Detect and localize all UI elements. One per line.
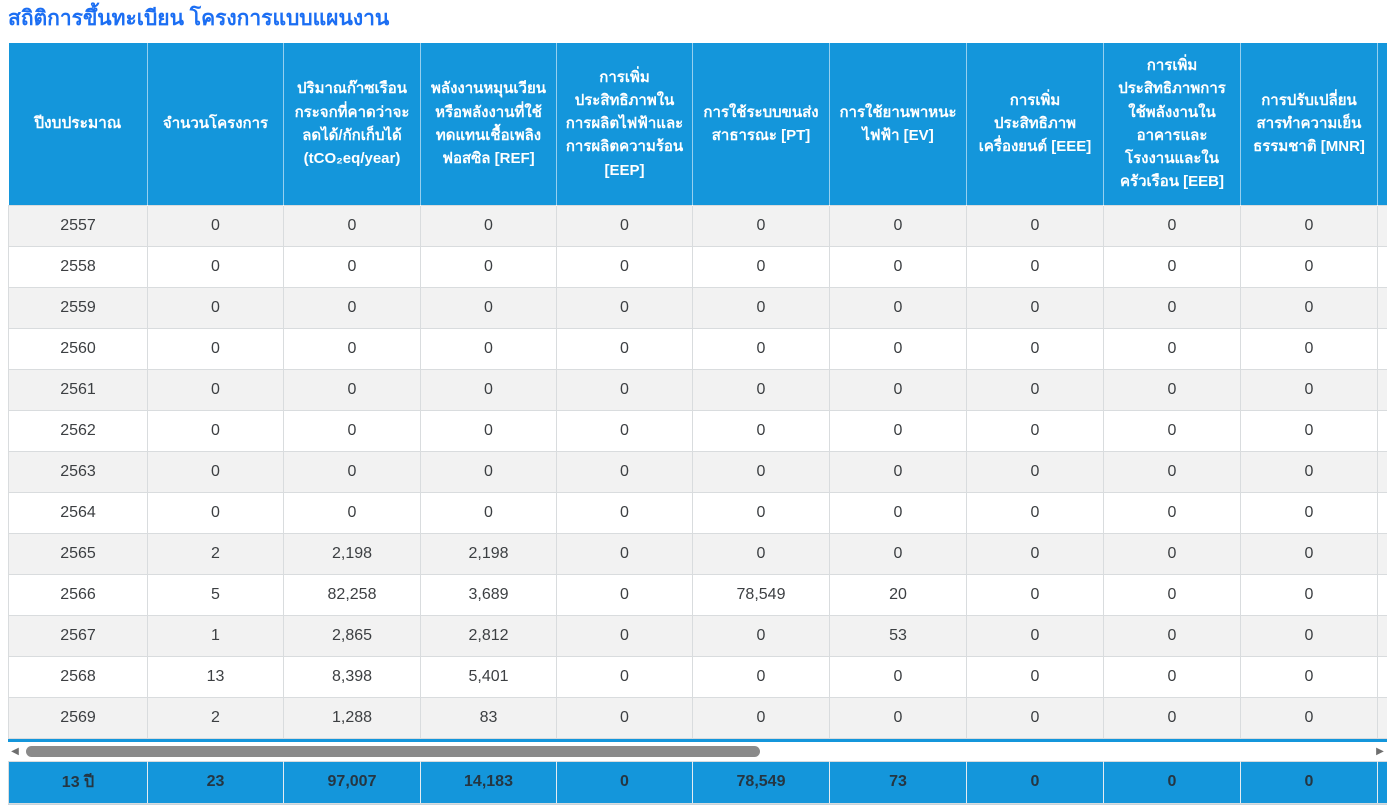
value-cell: 0 (421, 287, 557, 328)
value-cell: 0 (1241, 533, 1378, 574)
value-cell (1378, 574, 1387, 615)
year-cell: 2558 (9, 246, 148, 287)
value-cell: 0 (1241, 615, 1378, 656)
stats-table (8, 43, 1387, 739)
value-cell: 0 (1241, 451, 1378, 492)
column-header-5: การเพิ่มประสิทธิภาพในการผลิตไฟฟ้าและการผลิตความร้อน [EEP] (557, 43, 693, 205)
value-cell: 0 (830, 287, 967, 328)
footer-total-cell: 0 (1104, 761, 1241, 803)
value-cell: 0 (1241, 246, 1378, 287)
value-cell: 0 (693, 205, 830, 246)
value-cell: 0 (557, 328, 693, 369)
value-cell (1378, 615, 1387, 656)
scrollbar-track[interactable] (22, 742, 1373, 761)
value-cell (1378, 656, 1387, 697)
value-cell: 82,258 (284, 574, 421, 615)
year-cell: 2559 (9, 287, 148, 328)
table-row (9, 287, 1387, 328)
value-cell: 13 (148, 656, 284, 697)
value-cell: 0 (1104, 533, 1241, 574)
value-cell: 0 (830, 328, 967, 369)
value-cell (1378, 451, 1387, 492)
value-cell: 2,812 (421, 615, 557, 656)
value-cell: 0 (557, 574, 693, 615)
value-cell: 0 (1104, 697, 1241, 738)
column-header-11 (1378, 43, 1387, 205)
value-cell: 0 (421, 205, 557, 246)
value-cell: 0 (1104, 205, 1241, 246)
scroll-left-arrow-icon[interactable]: ◀ (11, 745, 19, 757)
value-cell: 0 (693, 451, 830, 492)
value-cell: 0 (1241, 697, 1378, 738)
value-cell: 0 (830, 205, 967, 246)
value-cell: 2 (148, 533, 284, 574)
value-cell: 0 (693, 328, 830, 369)
value-cell: 0 (421, 246, 557, 287)
value-cell (1378, 246, 1387, 287)
table-row (9, 533, 1387, 574)
value-cell (1378, 328, 1387, 369)
value-cell: 0 (557, 369, 693, 410)
year-cell: 2563 (9, 451, 148, 492)
value-cell: 0 (693, 492, 830, 533)
value-cell: 0 (830, 656, 967, 697)
value-cell: 0 (1241, 205, 1378, 246)
value-cell: 0 (830, 492, 967, 533)
value-cell: 0 (1104, 287, 1241, 328)
value-cell: 8,398 (284, 656, 421, 697)
table-row (9, 574, 1387, 615)
value-cell: 0 (557, 533, 693, 574)
value-cell: 0 (148, 492, 284, 533)
value-cell (1378, 492, 1387, 533)
value-cell: 0 (557, 615, 693, 656)
value-cell: 0 (557, 451, 693, 492)
value-cell (1378, 533, 1387, 574)
value-cell: 0 (421, 451, 557, 492)
column-header-2: จำนวนโครงการ (148, 43, 284, 205)
value-cell: 2,198 (421, 533, 557, 574)
value-cell (1378, 287, 1387, 328)
value-cell: 53 (830, 615, 967, 656)
value-cell (1378, 410, 1387, 451)
scroll-right-arrow-icon[interactable]: ▶ (1376, 745, 1384, 757)
table-row (9, 451, 1387, 492)
value-cell: 0 (967, 574, 1104, 615)
value-cell: 0 (1241, 492, 1378, 533)
footer-total-cell: 73 (830, 761, 967, 803)
value-cell: 0 (148, 369, 284, 410)
value-cell: 0 (557, 287, 693, 328)
value-cell: 0 (830, 451, 967, 492)
value-cell: 0 (1104, 574, 1241, 615)
horizontal-scrollbar[interactable] (8, 742, 1387, 761)
value-cell: 0 (967, 410, 1104, 451)
value-cell: 0 (967, 533, 1104, 574)
footer-total-cell: 0 (967, 761, 1104, 803)
table-row (9, 697, 1387, 738)
value-cell: 0 (967, 492, 1104, 533)
year-cell: 2568 (9, 656, 148, 697)
footer-total-cell (1378, 761, 1387, 803)
column-header-10: การปรับเปลี่ยนสารทำความเย็นธรรมชาติ [MNR] (1241, 43, 1378, 205)
value-cell: 0 (830, 697, 967, 738)
value-cell: 83 (421, 697, 557, 738)
value-cell: 0 (1241, 410, 1378, 451)
value-cell: 0 (1241, 369, 1378, 410)
value-cell: 0 (1104, 410, 1241, 451)
year-cell: 2566 (9, 574, 148, 615)
year-cell: 2562 (9, 410, 148, 451)
value-cell: 0 (967, 697, 1104, 738)
value-cell: 0 (421, 369, 557, 410)
table-row (9, 656, 1387, 697)
value-cell: 78,549 (693, 574, 830, 615)
value-cell: 0 (693, 287, 830, 328)
year-cell: 2560 (9, 328, 148, 369)
totals-row (9, 761, 1387, 803)
value-cell: 0 (967, 369, 1104, 410)
value-cell (1378, 205, 1387, 246)
value-cell: 0 (557, 246, 693, 287)
value-cell: 0 (967, 205, 1104, 246)
table-scroll-area (8, 43, 1387, 742)
value-cell: 0 (1104, 369, 1241, 410)
value-cell: 0 (693, 656, 830, 697)
value-cell: 0 (693, 697, 830, 738)
value-cell: 0 (967, 287, 1104, 328)
table-row (9, 328, 1387, 369)
value-cell: 0 (148, 410, 284, 451)
value-cell: 0 (148, 205, 284, 246)
value-cell: 0 (693, 369, 830, 410)
value-cell (1378, 369, 1387, 410)
footer-total-cell: 78,549 (693, 761, 830, 803)
value-cell: 0 (1104, 656, 1241, 697)
value-cell: 0 (1104, 451, 1241, 492)
footer-total-label: 13 ปี (9, 761, 148, 803)
column-header-4: พลังงานหมุนเวียนหรือพลังงานที่ใช้ทดแทนเชื้อเพลิงฟอสซิล [REF] (421, 43, 557, 205)
value-cell: 0 (1241, 328, 1378, 369)
value-cell: 2,198 (284, 533, 421, 574)
value-cell: 0 (1241, 574, 1378, 615)
table-row (9, 369, 1387, 410)
value-cell: 0 (557, 492, 693, 533)
value-cell: 0 (284, 246, 421, 287)
value-cell: 1 (148, 615, 284, 656)
year-cell: 2564 (9, 492, 148, 533)
value-cell: 0 (148, 287, 284, 328)
column-header-8: การเพิ่มประสิทธิภาพเครื่องยนต์ [EEE] (967, 43, 1104, 205)
value-cell: 0 (693, 533, 830, 574)
value-cell: 0 (284, 410, 421, 451)
value-cell: 0 (1104, 246, 1241, 287)
value-cell: 20 (830, 574, 967, 615)
value-cell: 5,401 (421, 656, 557, 697)
value-cell: 0 (557, 205, 693, 246)
value-cell: 1,288 (284, 697, 421, 738)
footer-total-cell: 0 (557, 761, 693, 803)
value-cell: 0 (967, 451, 1104, 492)
value-cell: 0 (557, 697, 693, 738)
table-row (9, 205, 1387, 246)
column-header-9: การเพิ่มประสิทธิภาพการใช้พลังงานในอาคารและโรงงานและในครัวเรือน [EEB] (1104, 43, 1241, 205)
value-cell: 0 (557, 656, 693, 697)
column-header-6: การใช้ระบบขนส่งสาธารณะ [PT] (693, 43, 830, 205)
value-cell: 0 (830, 410, 967, 451)
value-cell: 0 (830, 533, 967, 574)
column-header-3: ปริมาณก๊าซเรือนกระจกที่คาดว่าจะลดได้/กักเก็บได้ (tCO₂eq/year) (284, 43, 421, 205)
table-row (9, 246, 1387, 287)
value-cell (1378, 697, 1387, 738)
value-cell: 0 (830, 369, 967, 410)
value-cell: 0 (830, 246, 967, 287)
value-cell: 0 (284, 205, 421, 246)
value-cell: 0 (1104, 615, 1241, 656)
value-cell: 0 (421, 492, 557, 533)
value-cell: 0 (421, 328, 557, 369)
value-cell: 0 (967, 615, 1104, 656)
table-header (9, 43, 1387, 205)
value-cell: 0 (284, 328, 421, 369)
value-cell: 0 (1104, 492, 1241, 533)
table-footer-area (8, 761, 1387, 805)
year-cell: 2557 (9, 205, 148, 246)
value-cell: 0 (967, 656, 1104, 697)
value-cell: 0 (693, 410, 830, 451)
footer-total-cell: 23 (148, 761, 284, 803)
year-cell: 2567 (9, 615, 148, 656)
footer-total-cell: 14,183 (421, 761, 557, 803)
value-cell: 0 (1241, 287, 1378, 328)
value-cell: 2 (148, 697, 284, 738)
value-cell: 0 (284, 492, 421, 533)
value-cell: 0 (693, 246, 830, 287)
footer-total-cell: 0 (1241, 761, 1378, 803)
value-cell: 0 (148, 328, 284, 369)
value-cell: 0 (421, 410, 557, 451)
column-header-1: ปีงบประมาณ (9, 43, 148, 205)
value-cell: 0 (148, 246, 284, 287)
value-cell: 0 (693, 615, 830, 656)
year-cell: 2561 (9, 369, 148, 410)
value-cell: 3,689 (421, 574, 557, 615)
table-body (9, 205, 1387, 738)
value-cell: 0 (284, 451, 421, 492)
value-cell: 2,865 (284, 615, 421, 656)
value-cell: 0 (1241, 656, 1378, 697)
year-cell: 2569 (9, 697, 148, 738)
program-stats-table (8, 43, 1387, 805)
scrollbar-thumb[interactable] (26, 746, 760, 757)
year-cell: 2565 (9, 533, 148, 574)
value-cell: 0 (967, 246, 1104, 287)
totals-table (8, 761, 1387, 804)
value-cell: 0 (284, 369, 421, 410)
value-cell: 0 (557, 410, 693, 451)
value-cell: 0 (284, 287, 421, 328)
footer-total-cell: 97,007 (284, 761, 421, 803)
page-title: สถิติการขึ้นทะเบียน โครงการแบบแผนงาน (8, 7, 390, 30)
table-row (9, 615, 1387, 656)
table-row (9, 492, 1387, 533)
column-header-7: การใช้ยานพาหนะไฟฟ้า [EV] (830, 43, 967, 205)
value-cell: 0 (967, 328, 1104, 369)
value-cell: 0 (148, 451, 284, 492)
table-row (9, 410, 1387, 451)
value-cell: 5 (148, 574, 284, 615)
value-cell: 0 (1104, 328, 1241, 369)
